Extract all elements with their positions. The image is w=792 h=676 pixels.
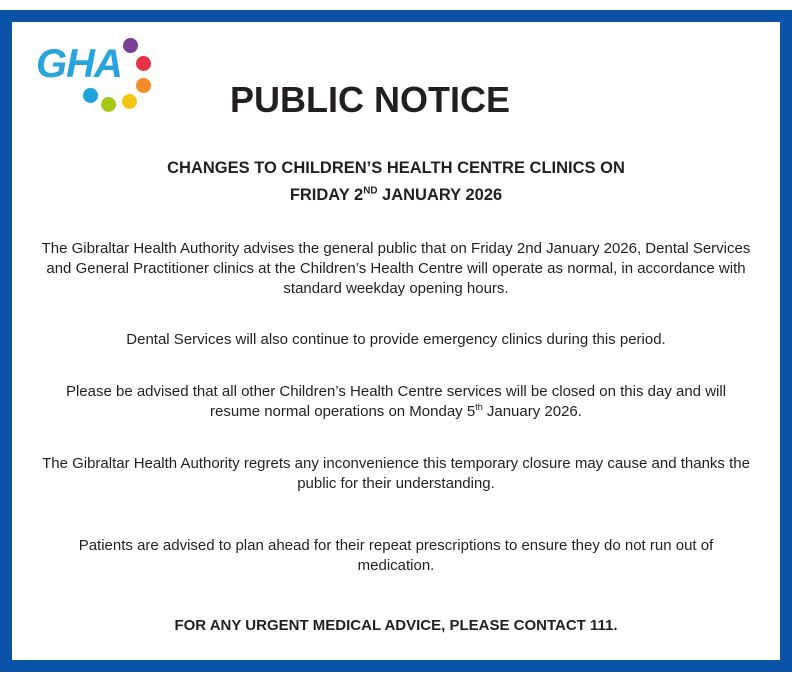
subheading-date-prefix: FRIDAY 2 [289,186,364,204]
closure-text-end: January 2026. [482,403,582,420]
paragraph-closure [40,382,752,422]
logo-dot-orange-icon [136,78,151,93]
urgent-contact-notice: FOR ANY URGENT MEDICAL ADVICE, PLEASE CONTACT 111. [174,617,618,634]
page-title: PUBLIC NOTICE [229,79,510,120]
paragraph-clinics-normal: The Gibraltar Health Authority advises the general public that on Friday 2nd January 2026, Dental Services and General Practitioner clinics at the Children’s Health Centre will operate as normal, in accordance with standard weekday opening hours. [41,240,751,297]
logo-dot-blue-icon [83,88,98,103]
gha-logo [0,0,160,120]
gha-logo-text: GHA [36,42,122,86]
closure-text: Please be advised that all other Children’s Health Centre services will be closed on this day and will resume normal operations on Monday 5 [65,383,727,420]
logo-dot-purple-icon [123,38,138,53]
closure-date-suffix: th [475,402,483,412]
notice-subheading [0,155,792,209]
paragraph-apology: The Gibraltar Health Authority regrets any inconvenience this temporary closure may cause and thanks the public for their understanding. [42,455,750,492]
subheading-line-2 [0,182,792,209]
logo-dot-green-icon [101,97,116,112]
subheading-date-suffix: ND [363,185,378,197]
paragraph-prescriptions: Patients are advised to plan ahead for their repeat prescriptions to ensure they do not run out of medication. [78,537,714,574]
subheading-date-rest: JANUARY 2026 [377,186,503,204]
logo-dot-yellow-icon [122,94,137,109]
paragraph-dental-emergency: Dental Services will also continue to provide emergency clinics during this period. [126,331,666,348]
subheading-line-1: CHANGES TO CHILDREN’S HEALTH CENTRE CLINICS ON [167,159,625,177]
logo-dot-red-icon [136,56,151,71]
